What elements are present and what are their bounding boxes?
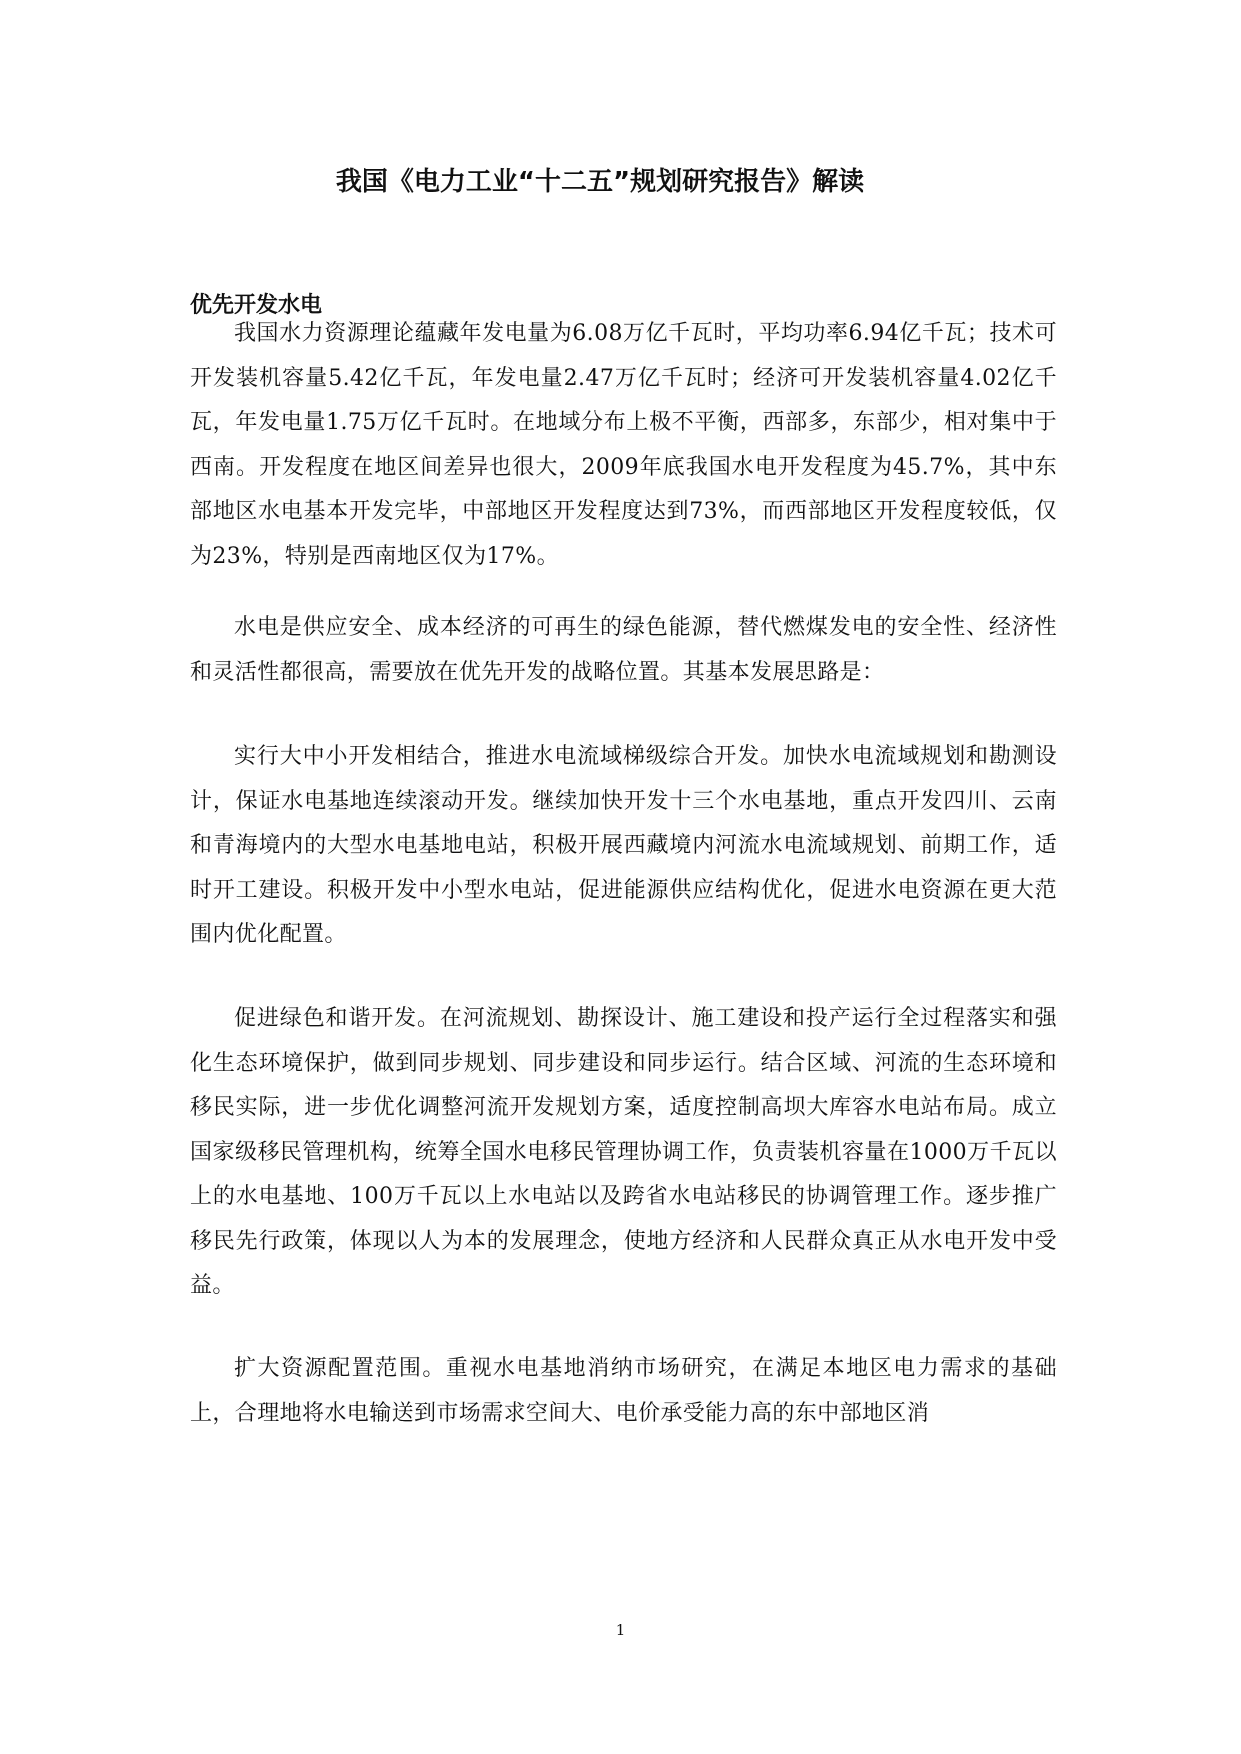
paragraph-5: 扩大资源配置范围。重视水电基地消纳市场研究，在满足本地区电力需求的基础上，合理地将水电输送到市场需求空间大、电价承受能力高的东中部地区消 (190, 1356, 1057, 1426)
paragraph-4: 促进绿色和谐开发。在河流规划、勘探设计、施工建设和投产运行全过程落实和强化生态环境保护，做到同步规划、同步建设和同步运行。结合区域、河流的生态环境和移民实际，进一步优化调整河流开发规划方案，适度控制高坝大库容水电站布局。成立国家级移民管理机构，统筹全国水电移民管理协调工作，负责装机容量在1000万千瓦以上的水电基地、100万千瓦以上水电站以及跨省水电站移民的协调管理工作。逐步推广移民先行政策，体现以人为本的发展理念，使地方经济和人民群众真正从水电开发中受益。 (190, 1006, 1057, 1298)
paragraph-3: 实行大中小开发相结合，推进水电流域梯级综合开发。加快水电流域规划和勘测设计，保证水电基地连续滚动开发。继续加快开发十三个水电基地，重点开发四川、云南和青海境内的大型水电基地电站，积极开展西藏境内河流水电流域规划、前期工作，适时开工建设。积极开发中小型水电站，促进能源供应结构优化，促进水电资源在更大范围内优化配置。 (190, 744, 1057, 947)
page-number: 1 (615, 1621, 626, 1639)
paragraph-1: 我国水力资源理论蕴藏年发电量为6.08万亿千瓦时，平均功率6.94亿千瓦；技术可开发装机容量5.42亿千瓦，年发电量2.47万亿千瓦时；经济可开发装机容量4.02亿千瓦，年发电量1.75万亿千瓦时。在地域分布上极不平衡，西部多，东部少，相对集中于西南。开发程度在地区间差异也很大，2009年底我国水电开发程度为45.7%，其中东部地区水电基本开发完毕，中部地区开发程度达到73%，而西部地区开发程度较低，仅为23%，特别是西南地区仅为17%。 (190, 321, 1057, 569)
document-title: 我国《电力工业“十二五”规划研究报告》解读 (335, 167, 865, 197)
section-heading: 优先开发水电 (190, 293, 323, 318)
paragraph-2: 水电是供应安全、成本经济的可再生的绿色能源，替代燃煤发电的安全性、经济性和灵活性都很高，需要放在优先开发的战略位置。其基本发展思路是： (190, 615, 1057, 685)
